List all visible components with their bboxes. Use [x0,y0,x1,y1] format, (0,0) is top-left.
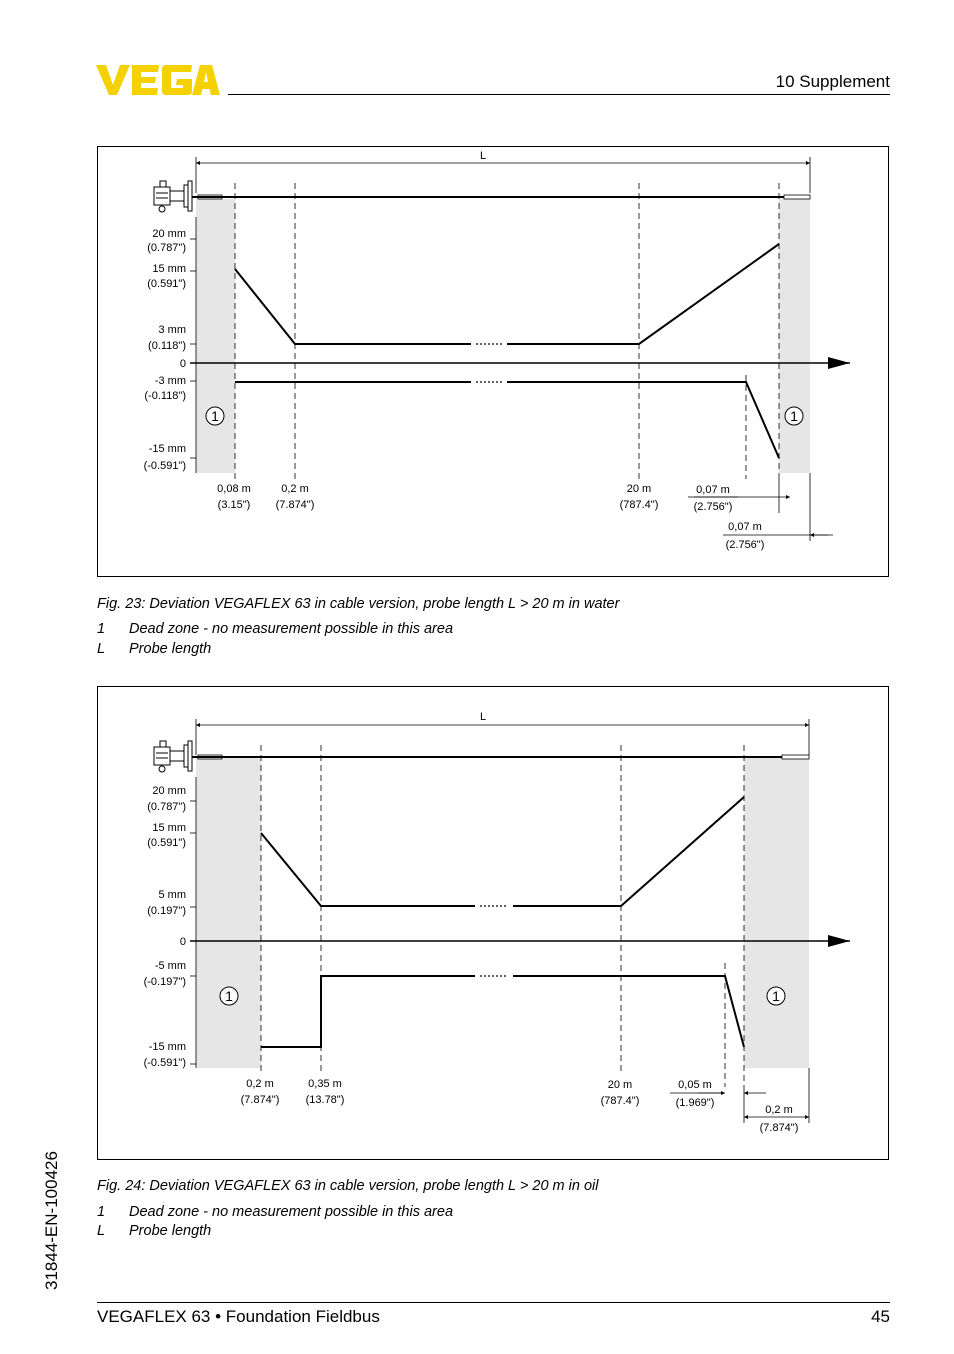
legend-text: Dead zone - no measurement possible in this area [129,621,454,637]
y-label: 5 mm [158,889,186,901]
section-title: 10 Supplement [775,72,890,91]
legend-key: 1 [97,1204,106,1220]
upper-deviation-line [261,833,475,906]
page-number: 45 [871,1307,890,1326]
y-label-in: (0.591") [147,278,186,290]
dead-zone-right [779,199,810,473]
x-label-in: (7.874") [275,499,315,511]
legend-row [97,621,453,637]
figure-24-caption: Fig. 24: Deviation VEGAFLEX 63 in cable version, probe length L > 20 m in oil [97,1178,599,1194]
header-rule [228,94,890,95]
legend-key: 1 [97,621,106,637]
y-label: -5 mm [154,960,186,972]
y-label: 20 mm [152,785,186,797]
footer-rule [97,1302,890,1303]
dead-zone-marker-right: 1 [772,988,780,1004]
figure-23-diagram [98,147,890,578]
probe-sensor-icon [154,181,192,212]
x-label-in: (7.874") [759,1122,799,1134]
y-label-in: (-0.197") [143,976,186,988]
probe-sensor-icon [154,741,192,772]
x-label-in: (3.15") [217,499,251,511]
y-label-in: (0.787") [147,242,186,254]
x-label: 20 m [607,1079,633,1091]
dead-zone-marker-left: 1 [225,988,233,1004]
x-label: 0,2 m [246,1078,274,1090]
y-label: 20 mm [152,228,186,240]
legend-key: L [97,1223,106,1239]
vega-logo [96,64,220,96]
y-label: -3 mm [154,375,186,387]
figure-23-caption: Fig. 23: Deviation VEGAFLEX 63 in cable version, probe length L > 20 m in water [97,596,620,612]
x-label: 0,08 m [217,483,251,495]
y-label-in: (0.591") [147,837,186,849]
document-id: 31844-EN-100426 [42,1151,61,1290]
x-label: 20 m [626,483,652,495]
x-label: 0,07 m [728,521,762,533]
legend-text: Probe length [129,641,212,657]
y-label: 15 mm [152,822,186,834]
figure-23-box [97,146,889,577]
y-label-in: (-0.591") [143,1057,186,1069]
x-label: 0,07 m [696,484,730,496]
y-label: -15 mm [148,443,186,455]
x-label-in: (787.4") [600,1095,640,1107]
y-label-in: (0.197") [147,905,186,917]
x-label-in: (2.756") [725,539,765,551]
x-label: 0,35 m [308,1078,342,1090]
legend-text: Probe length [129,1223,212,1239]
dead-zone-left [196,757,261,1068]
figure-24-diagram [98,687,890,1161]
y-label: -15 mm [148,1041,186,1053]
y-label-in: (0.118") [148,340,186,352]
y-label-in: (-0.118") [144,390,186,402]
x-label-in: (7.874") [240,1094,280,1106]
length-label: L [479,711,487,723]
y-label: 0 [179,358,186,370]
legend-key: L [97,641,106,657]
lower-deviation-line [261,976,475,1047]
length-label: L [479,150,487,162]
y-label-in: (0.787") [147,801,186,813]
x-label-in: (787.4") [619,499,659,511]
legend-row [97,1223,211,1239]
upper-deviation-line [235,269,471,344]
dead-zone-right [744,757,809,1068]
y-label: 3 mm [158,324,186,336]
x-label: 0,05 m [678,1079,712,1091]
dead-zone-left [196,199,235,473]
legend-row [97,1204,453,1220]
legend-text: Dead zone - no measurement possible in this area [129,1204,454,1220]
x-label-in: (2.756") [693,501,733,513]
x-label: 0,2 m [281,483,309,495]
y-label: 0 [179,936,186,948]
y-label: 15 mm [152,263,186,275]
x-label-in: (13.78") [305,1094,345,1106]
footer-title: VEGAFLEX 63 • Foundation Fieldbus [97,1307,380,1326]
y-label-in: (-0.591") [143,460,186,472]
x-label: 0,2 m [765,1104,793,1116]
figure-24-box [97,686,889,1160]
legend-row [97,641,211,657]
x-label-in: (1.969") [675,1097,715,1109]
dead-zone-marker-left: 1 [211,408,219,424]
dead-zone-marker-right: 1 [790,408,798,424]
